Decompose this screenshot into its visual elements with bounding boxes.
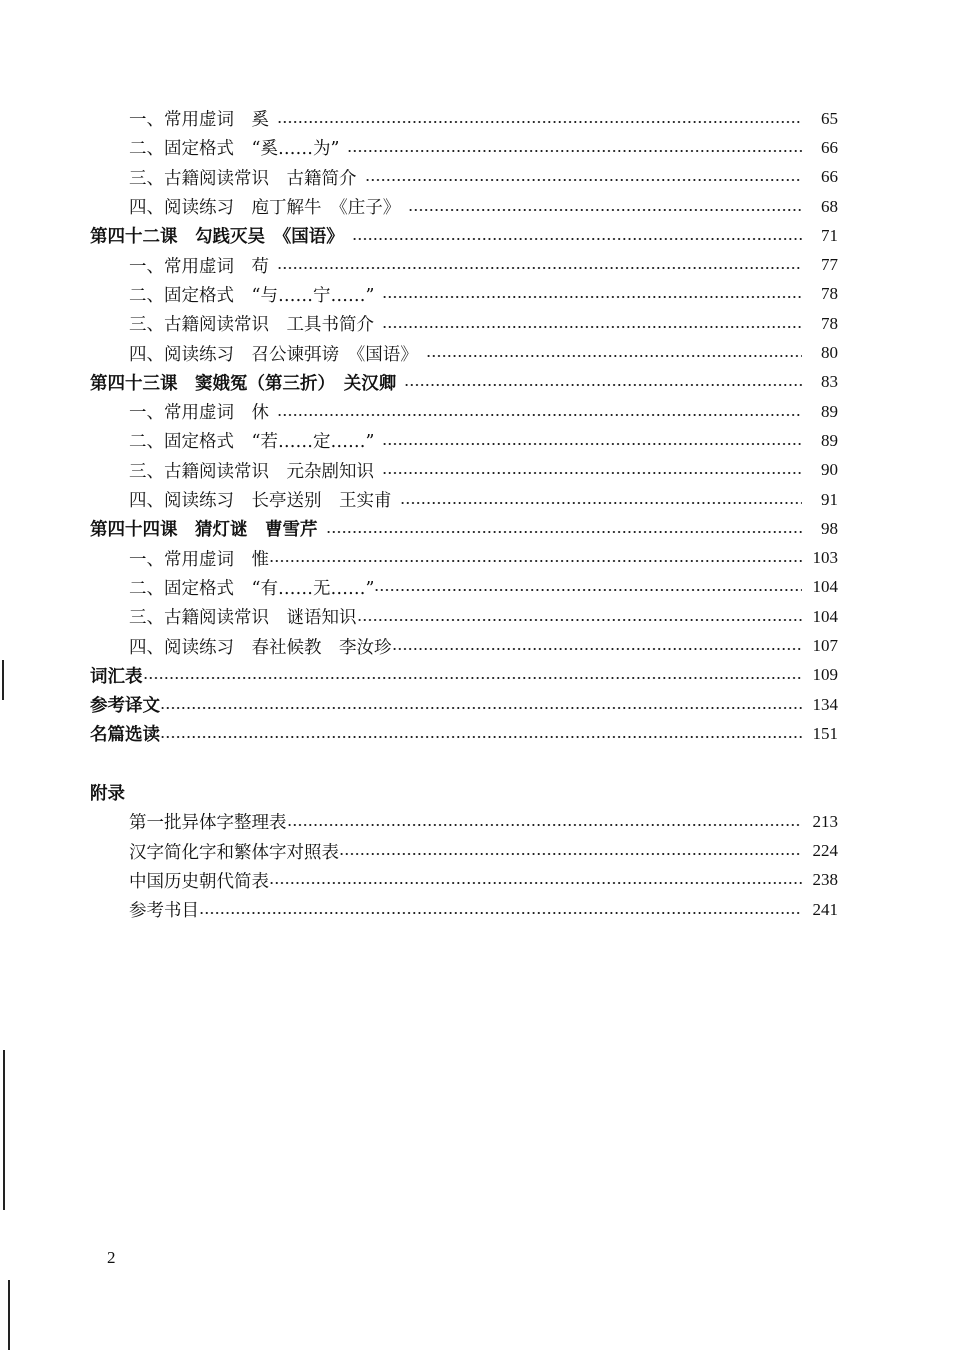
toc-entry-title: 附录: [90, 784, 125, 805]
toc-page-number: 241: [812, 899, 838, 919]
toc-page-number: 224: [812, 841, 838, 861]
toc-entry-title: 四、阅读练习 春社候教 李汝珍: [129, 637, 392, 658]
toc-entry: [129, 631, 838, 660]
toc-section-heading: [90, 778, 125, 807]
toc-entry: [129, 544, 838, 573]
dot-leader: [374, 588, 802, 592]
toc-entry-title: 二、固定格式 “奚……为”: [129, 139, 340, 160]
toc-entry: [129, 309, 838, 338]
toc-entry: [129, 807, 838, 836]
dot-leader: [326, 530, 803, 534]
toc-page-number: 80: [821, 343, 838, 363]
toc-entry: [129, 895, 838, 924]
toc-entry: [129, 280, 838, 309]
toc-entry-title: 汉字简化字和繁体字对照表: [129, 842, 339, 863]
toc-chapter-entry: [90, 514, 838, 543]
dot-leader: [408, 208, 802, 212]
toc-page-number: 71: [821, 225, 838, 245]
toc-chapter-entry: [90, 661, 838, 690]
toc-entry: [129, 573, 838, 602]
toc-page-number: 83: [821, 372, 838, 392]
dot-leader: [382, 471, 802, 475]
toc-entry-title: 二、固定格式 “有……无……”: [129, 578, 375, 599]
toc-lesson-label: 第四十二课: [90, 227, 178, 248]
toc-lesson-label: 第四十三课: [90, 373, 178, 394]
toc-page-number: 89: [821, 430, 838, 450]
dot-leader: [287, 823, 803, 827]
toc-page-number: 68: [821, 196, 838, 216]
toc-entry-title: 一、常用虚词 奚: [129, 110, 269, 131]
toc-page-number: 104: [812, 577, 838, 597]
toc-entry-title: 三、古籍阅读常识 元杂剧知识: [129, 461, 374, 482]
toc-entry: [129, 602, 838, 631]
scan-mark: [8, 1280, 10, 1350]
toc-page-number: 238: [812, 870, 838, 890]
dot-leader: [277, 413, 802, 417]
toc-entry-title: [90, 721, 160, 746]
toc-page-number: 151: [812, 723, 838, 743]
toc-page-number: 103: [812, 548, 838, 568]
toc-page-number: 66: [821, 137, 838, 157]
toc-entry-title: 二、固定格式 “若……定……”: [129, 432, 375, 453]
toc-lesson-label: 参考译文: [90, 696, 160, 717]
toc-entry: [129, 192, 838, 221]
toc-entry: [129, 397, 838, 426]
toc-page-number: 78: [821, 284, 838, 304]
toc-lesson-label: 第四十四课: [90, 520, 178, 541]
toc-entry: [129, 837, 838, 866]
toc-entry-title: [90, 370, 396, 395]
toc-entry: [129, 866, 838, 895]
toc-entry: [129, 163, 838, 192]
page-number: 2: [107, 1248, 116, 1267]
scan-mark: [2, 660, 4, 700]
dot-leader: [269, 559, 802, 563]
toc-entry-title: 一、常用虚词 惟: [129, 549, 269, 570]
toc-entry: [129, 104, 838, 133]
toc-lesson-label: 词汇表: [90, 666, 143, 687]
toc-entry: [129, 133, 838, 162]
toc-page-number: 78: [821, 313, 838, 333]
dot-leader: [160, 735, 802, 739]
dot-leader: [400, 501, 803, 505]
toc-entry-title: 三、古籍阅读常识 谜语知识: [129, 608, 357, 629]
toc-page-number: 66: [821, 167, 838, 187]
toc-lesson-title: 猜灯谜 曹雪芹: [177, 520, 318, 541]
dot-leader: [277, 120, 802, 124]
dot-leader: [382, 442, 802, 446]
toc-page-number: 91: [821, 489, 838, 509]
toc-lesson-title: 窦娥冤（第三折） 关汉卿: [177, 373, 397, 394]
toc-chapter-entry: [90, 368, 838, 397]
toc-chapter-entry: [90, 221, 838, 250]
toc-entry: [129, 485, 838, 514]
dot-leader: [339, 852, 802, 856]
dot-leader: [365, 178, 803, 182]
toc-entry-title: 中国历史朝代简表: [129, 871, 269, 892]
toc-page-number: 65: [821, 108, 838, 128]
dot-leader: [143, 676, 803, 680]
toc-entry-title: [90, 516, 318, 541]
dot-leader: [347, 149, 802, 153]
toc-entry-title: 四、阅读练习 召公谏弭谤 《国语》: [129, 344, 418, 365]
toc-entry-title: [90, 663, 143, 688]
dot-leader: [160, 706, 802, 710]
dot-leader: [392, 647, 803, 651]
toc-lesson-label: 名篇选读: [90, 725, 160, 746]
toc-page-number: 89: [821, 401, 838, 421]
toc-page-number: 98: [821, 518, 838, 538]
dot-leader: [357, 618, 803, 622]
dot-leader: [382, 325, 802, 329]
toc-entry-title: 二、固定格式 “与……宁……”: [129, 285, 375, 306]
toc-entry: [129, 426, 838, 455]
dot-leader: [277, 266, 802, 270]
toc-chapter-entry: [90, 719, 838, 748]
toc-page-number: 109: [812, 665, 838, 685]
toc-lesson-title: 勾践灭吴 《国语》: [177, 227, 344, 248]
toc-entry-title: 参考书目: [129, 901, 199, 922]
dot-leader: [426, 354, 802, 358]
dot-leader: [352, 237, 802, 241]
dot-leader: [199, 911, 802, 915]
toc-page-number: 134: [812, 694, 838, 714]
toc-entry-title: 一、常用虚词 休: [129, 403, 269, 424]
toc-entry-title: 一、常用虚词 苟: [129, 256, 269, 277]
toc-entry-title: [90, 223, 344, 248]
toc-entry: [129, 251, 838, 280]
toc-entry-title: 四、阅读练习 庖丁解牛 《庄子》: [129, 198, 401, 219]
toc-entry-title: 四、阅读练习 长亭送别 王实甫: [129, 491, 392, 512]
toc-entry: [129, 338, 838, 367]
toc-page-number: 77: [821, 255, 838, 275]
toc-entry-title: 第一批异体字整理表: [129, 813, 287, 834]
toc-page-number: 90: [821, 460, 838, 480]
toc-entry-title: [90, 692, 160, 717]
toc-page-number: 107: [812, 636, 838, 656]
dot-leader: [269, 881, 802, 885]
toc-entry-title: 三、古籍阅读常识 古籍简介: [129, 168, 357, 189]
toc-page-number: 104: [812, 606, 838, 626]
scan-mark: [3, 1050, 5, 1210]
toc-entry-title: 三、古籍阅读常识 工具书简介: [129, 315, 374, 336]
toc-entry: [129, 456, 838, 485]
dot-leader: [382, 295, 802, 299]
toc-page-number: 213: [812, 811, 838, 831]
dot-leader: [404, 383, 802, 387]
toc-chapter-entry: [90, 690, 838, 719]
